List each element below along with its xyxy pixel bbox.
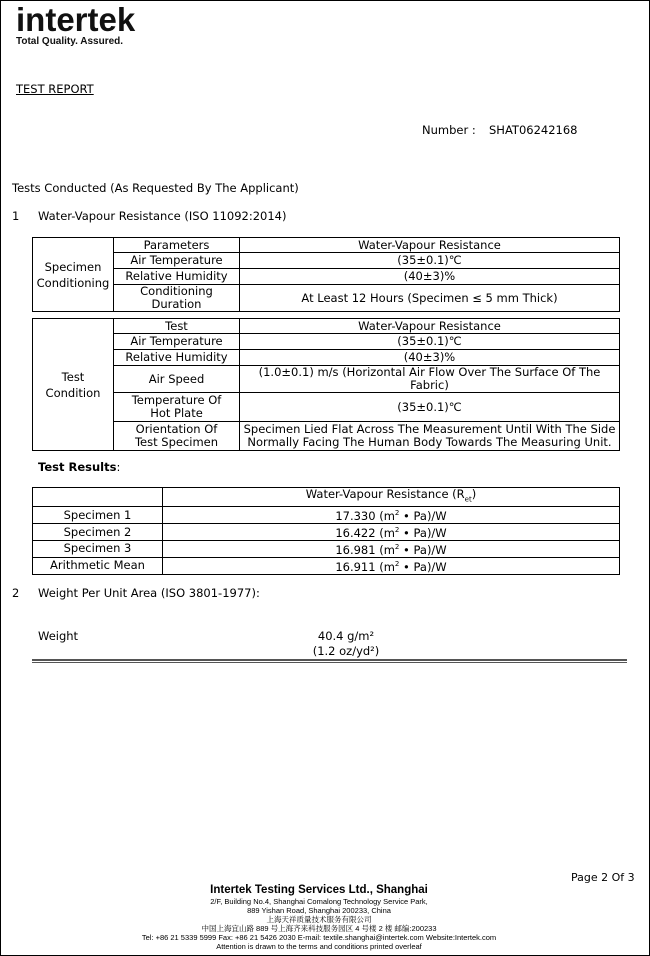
intertek-logo <box>16 3 135 47</box>
table-row: Relative Humidity (40±3)% <box>33 269 620 285</box>
logo-tagline: Total Quality. Assured. <box>16 36 124 47</box>
report-number-value: SHAT06242168 <box>489 123 578 137</box>
table-row: Air Temperature (35±0.1)℃ <box>33 334 620 350</box>
table-row: Specimen 1 17.330 ($m^2$ • Pa)/W <box>33 507 620 524</box>
report-number-label: Number : <box>422 123 476 137</box>
section-1-heading <box>12 209 287 223</box>
test-results-table <box>32 487 620 575</box>
footer-line: Tel: +86 21 5339 5999 Fax: +86 21 5426 2030 E-mail: textile.shanghai@intertek.com Website:Intertek.com <box>141 933 497 942</box>
report-title: TEST REPORT <box>16 82 94 96</box>
test-results-heading: Test Results: <box>38 460 121 474</box>
section-2-title: Weight Per Unit Area (ISO 3801-1977): <box>38 586 260 600</box>
test-condition-table <box>32 318 620 451</box>
weight-label: Weight <box>38 629 79 643</box>
footer-line: 889 Yishan Road, Shanghai 200233, China <box>247 906 391 915</box>
section-2-number: 2 <box>12 586 20 600</box>
table-row: Specimen 2 16.422 ($m^2$ • Pa)/W <box>33 524 620 541</box>
section-1-title: Water-Vapour Resistance (ISO 11092:2014) <box>38 209 287 223</box>
weight-value: 40.4 g/m² (1.2 oz/yd²) <box>312 629 380 658</box>
table-header-blank <box>33 488 163 507</box>
footer-company: Intertek Testing Services Ltd., Shanghai <box>210 884 428 896</box>
table-row: Arithmetic Mean 16.911 ($m^2$ • Pa)/W <box>33 557 620 574</box>
test-condition-group-label: Test Condition <box>33 319 114 451</box>
table-row: Air Temperature (35±0.1)℃ <box>33 253 620 269</box>
footer <box>1 883 637 951</box>
section-1-number: 1 <box>12 209 20 223</box>
table-header-cell: Water-Vapour Resistance $(R_{et})$ <box>163 488 620 507</box>
table-header-cell: Test <box>114 319 240 334</box>
table-row: Conditioning Duration At Least 12 Hours (Specimen ≤ 5 mm Thick) <box>33 285 620 312</box>
table-row: Specimen 3 16.981 ($m^2$ • Pa)/W <box>33 540 620 557</box>
section-divider <box>32 662 627 663</box>
table-header-cell: Parameters <box>114 238 240 253</box>
section-divider <box>32 659 627 661</box>
table-row: Orientation Of Test Specimen Specimen Lied Flat Across The Measurement Until With The Side Normally Facing The Human Body Towards The Measuring Unit. <box>33 422 620 451</box>
report-number <box>422 123 577 137</box>
specimen-conditioning-table <box>32 237 620 312</box>
footer-line: 2/F, Building No.4, Shanghai Comalong Technology Service Park, <box>210 897 428 906</box>
section-2-heading <box>12 586 260 600</box>
table-header-cell: Water-Vapour Resistance <box>240 238 620 253</box>
table-header-cell: Water-Vapour Resistance <box>240 319 620 334</box>
tests-conducted-heading: Tests Conducted (As Requested By The Applicant) <box>12 181 299 195</box>
footer-line: 中国上海宜山路 889 号上海齐来科技服务园区 4 号楼 2 楼 邮编:200233 <box>201 924 437 933</box>
table-row: Temperature Of Hot Plate (35±0.1)℃ <box>33 393 620 422</box>
specimen-conditioning-group-label: Specimen Conditioning <box>33 238 114 312</box>
footer-line: 上海天祥质量技术服务有限公司 <box>266 915 372 924</box>
page-number: Page 2 Of 3 <box>571 871 635 884</box>
footer-line: Attention is drawn to the terms and conditions printed overleaf <box>216 942 422 951</box>
table-row: Air Speed (1.0±0.1) m/s (Horizontal Air Flow Over The Surface Of The Fabric) <box>33 366 620 393</box>
table-row: Relative Humidity (40±3)% <box>33 350 620 366</box>
logo-wordmark: intertek <box>16 1 136 38</box>
